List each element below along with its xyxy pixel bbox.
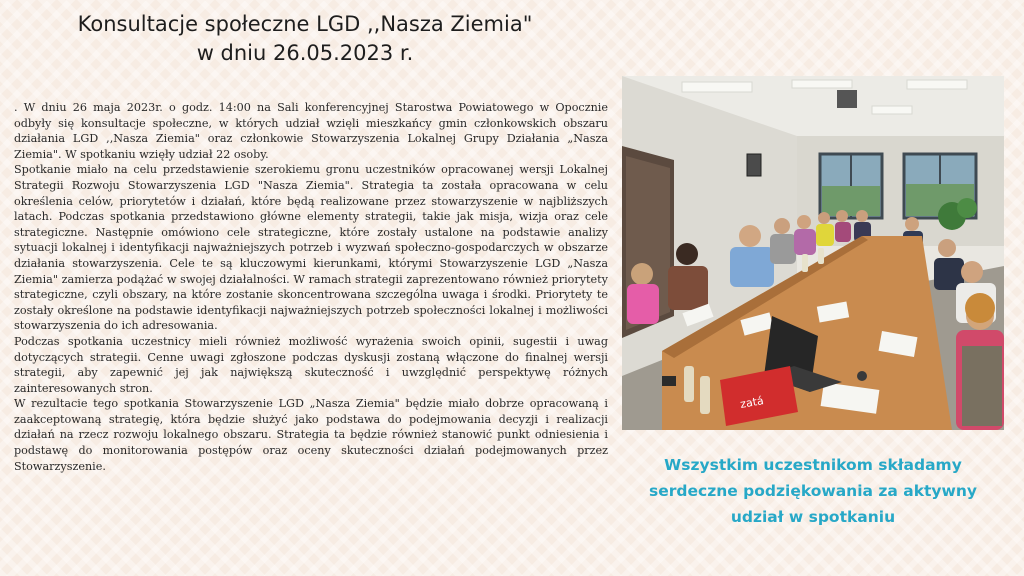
title-line-2: w dniu 26.05.2023 r. [196, 41, 414, 65]
person [739, 225, 761, 247]
person [676, 243, 698, 265]
person [856, 210, 868, 222]
thanks-line-3: udział w spotkaniu [730, 508, 896, 526]
person [961, 261, 983, 283]
paragraph-1: . W dniu 26 maja 2023r. o godz. 14:00 na Sali konferencyjnej Starostwa Powiatowego w Opocznie odbyły się konsultacje społeczne, w których udział wzięli mieszkańcy gmin członkowskich obszaru działania LGD ,,Nasza Ziemia" oraz członkowie Stowarzyszenia Lokalnej Grupy Działania „Nasza Ziemia". W spotkaniu wzięły udział 22 osoby. [14, 101, 608, 161]
thanks-note [622, 452, 1004, 530]
ceiling-light [792, 80, 852, 88]
meeting-photo-illustration [622, 76, 1004, 430]
person [905, 217, 919, 231]
person [631, 263, 653, 285]
person [797, 215, 811, 229]
water-bottle [818, 248, 824, 264]
person [774, 218, 790, 234]
bag-label: zatá [739, 394, 765, 411]
person [818, 212, 830, 224]
person [836, 210, 848, 222]
paragraph-3: Podczas spotkania uczestnicy mieli również możliwość wyrażenia swoich opinii, sugestii i uwag dotyczących strategii. Cenne uwagi zgłoszone podczas dyskusji zostaną włączone do finalnej wersji strategii, aby zapewnić jej jak największą skuteczność i uwzględnić perspektywę różnych zainteresowanych stron. [14, 334, 608, 395]
ceiling-light [682, 82, 752, 92]
cup [857, 371, 867, 381]
water-bottle [700, 376, 710, 414]
paragraph-2: Spotkanie miało na celu przedstawienie szerokiemu gronu uczestników opracowanej wersji Lokalnej Strategii Rozwoju Stowarzyszenia LGD "Nasza Ziemia". Strategia ta została opracowana w celu określenia celów, priorytetów i działań, które będą realizowane przez stowarzyszenie w najbliższych latach. Podczas spotkania przedstawiono główne elementy strategii, takie jak misja, wizja oraz cele strategiczne. Następnie omówiono cele strategiczne, które zostały ustalone na podstawie analizy sytuacji lokalnej i identyfikacji najważniejszych potrzeb i wyzwań społeczno-gospodarczych w obszarze działania stowarzyszenia. Cele te są kluczowymi kierunkami, którymi Stowarzyszenie LGD „Nasza Ziemia" zamierza podążać w swojej działalności. W ramach strategii zaprezentowano również priorytety strategiczne, czyli obszary, na które zostanie skoncentrowana szczególna uwaga i środki. Priorytety te zostały określone na podstawie identyfikacji najważniejszych potrzeb społeczności lokalnej i możliwości stowarzyszenia do ich adresowania. [14, 163, 608, 333]
person [938, 239, 956, 257]
title-line-1: Konsultacje społeczne LGD ,,Nasza Ziemia" [77, 12, 533, 36]
water-bottle [802, 254, 808, 272]
page-title [10, 10, 600, 68]
thanks-line-2: serdeczne podziękowania za aktywny [649, 482, 977, 500]
water-bottle [684, 366, 694, 402]
thanks-line-1: Wszystkim uczestnikom składamy [664, 456, 962, 474]
ceiling-light [907, 80, 967, 89]
paragraph-4: W rezultacie tego spotkania Stowarzyszenie LGD „Nasza Ziemia" będzie miało dobrze opracowaną i zaakceptowaną strategię, która będzie służyć jako podstawa do podejmowania decyzji i realizacji działań na rzecz rozwoju lokalnego obszaru. Strategia ta będzie również stanowić punkt odniesienia i podstawę do monitorowania postępów oraz oceny skuteczności działań podejmowanych przez Stowarzyszenie. [14, 397, 608, 473]
article-body [14, 100, 608, 474]
wall-picture [747, 154, 761, 176]
meeting-photo [622, 76, 1004, 430]
projector [837, 90, 857, 108]
phone [662, 376, 676, 386]
ceiling-light [872, 106, 912, 114]
